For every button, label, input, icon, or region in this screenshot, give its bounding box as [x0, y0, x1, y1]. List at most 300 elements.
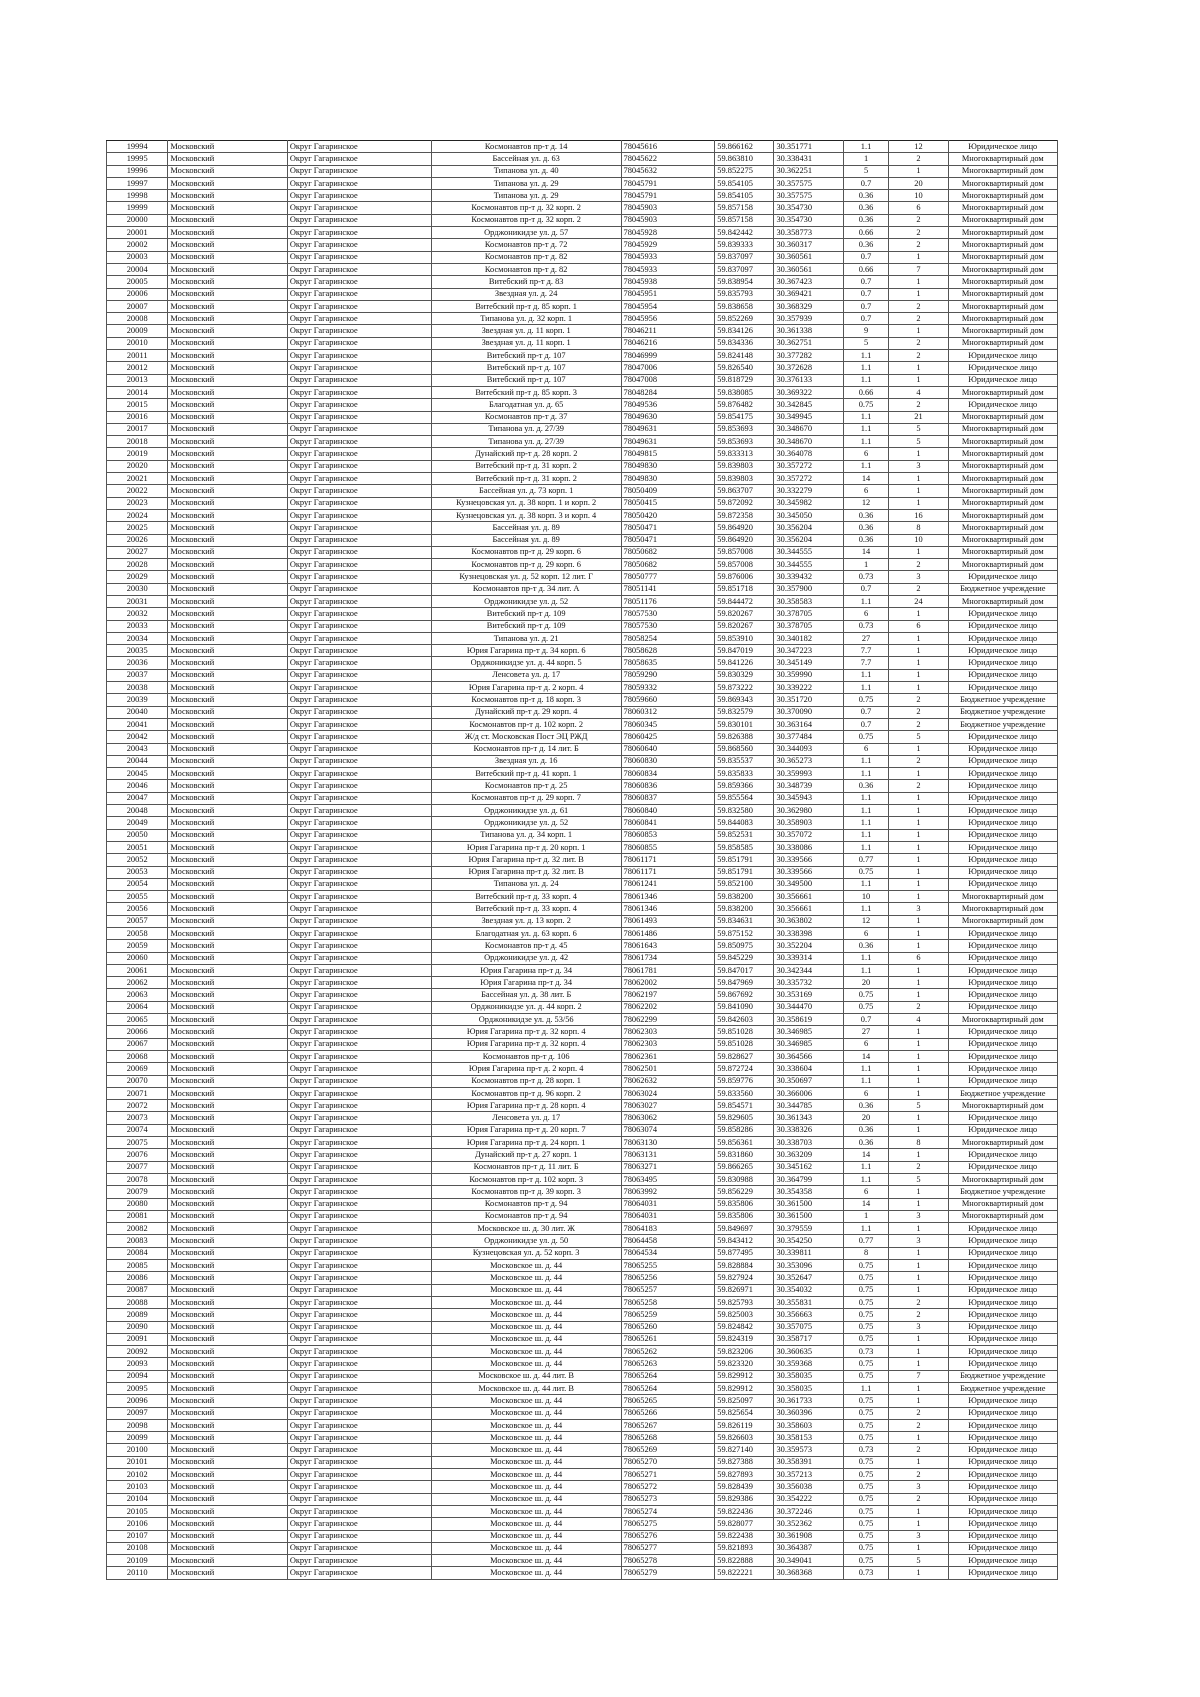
cell-municipality: Округ Гагаринское	[287, 841, 431, 853]
cell-area: 0.75	[843, 399, 889, 411]
cell-count: 1	[889, 977, 948, 989]
cell-area: 0.7	[843, 718, 889, 730]
cell-type: Многоквартирный дом	[948, 473, 1057, 485]
cell-id: 20017	[107, 423, 168, 435]
cell-type: Юридическое лицо	[948, 1161, 1057, 1173]
table-row	[107, 1456, 1058, 1468]
cell-municipality: Округ Гагаринское	[287, 1112, 431, 1124]
table-row	[107, 964, 1058, 976]
cell-count: 6	[889, 952, 948, 964]
cell-count: 2	[889, 153, 948, 165]
cell-id: 20086	[107, 1272, 168, 1284]
cell-lat: 59.859776	[715, 1075, 774, 1087]
table-row	[107, 1173, 1058, 1185]
cell-lat: 59.858585	[715, 841, 774, 853]
table-row	[107, 1407, 1058, 1419]
cell-count: 10	[889, 190, 948, 202]
cell-id: 20090	[107, 1321, 168, 1333]
cell-id: 20047	[107, 792, 168, 804]
cell-address: Космонавтов пр-т д. 14 лит. Б	[431, 743, 621, 755]
cell-area: 0.36	[843, 1124, 889, 1136]
cell-type: Многоквартирный дом	[948, 485, 1057, 497]
cell-code: 78048284	[621, 386, 715, 398]
cell-lon: 30.348670	[774, 436, 843, 448]
table-row	[107, 1432, 1058, 1444]
cell-address: Космонавтов пр-т д. 39 корп. 3	[431, 1186, 621, 1198]
cell-lat: 59.822888	[715, 1555, 774, 1567]
cell-district: Московский	[168, 362, 287, 374]
cell-lat: 59.828077	[715, 1518, 774, 1530]
cell-count: 1	[889, 325, 948, 337]
cell-count: 2	[889, 1296, 948, 1308]
cell-code: 78060837	[621, 792, 715, 804]
cell-lat: 59.849697	[715, 1223, 774, 1235]
cell-district: Московский	[168, 878, 287, 890]
cell-count: 2	[889, 559, 948, 571]
cell-district: Московский	[168, 571, 287, 583]
cell-type: Юридическое лицо	[948, 362, 1057, 374]
cell-code: 78058635	[621, 657, 715, 669]
cell-lat: 59.827893	[715, 1469, 774, 1481]
cell-area: 1.1	[843, 669, 889, 681]
cell-district: Московский	[168, 386, 287, 398]
cell-count: 1	[889, 1050, 948, 1062]
cell-address: Орджоникидзе ул. д. 53/56	[431, 1014, 621, 1026]
cell-id: 20043	[107, 743, 168, 755]
table-row	[107, 878, 1058, 890]
cell-municipality: Округ Гагаринское	[287, 1296, 431, 1308]
cell-area: 1.1	[843, 362, 889, 374]
cell-municipality: Округ Гагаринское	[287, 768, 431, 780]
cell-type: Юридическое лицо	[948, 1124, 1057, 1136]
cell-code: 78050471	[621, 522, 715, 534]
cell-municipality: Округ Гагаринское	[287, 436, 431, 448]
cell-lon: 30.377282	[774, 350, 843, 362]
cell-id: 20100	[107, 1444, 168, 1456]
cell-area: 0.75	[843, 1493, 889, 1505]
cell-lat: 59.851791	[715, 854, 774, 866]
cell-id: 20033	[107, 620, 168, 632]
table-row	[107, 841, 1058, 853]
cell-lat: 59.844472	[715, 595, 774, 607]
table-row	[107, 288, 1058, 300]
cell-area: 1.1	[843, 682, 889, 694]
cell-type: Юридическое лицо	[948, 1542, 1057, 1554]
cell-address: Космонавтов пр-т д. 94	[431, 1210, 621, 1222]
cell-district: Московский	[168, 153, 287, 165]
cell-lon: 30.344555	[774, 546, 843, 558]
cell-address: Дунайский пр-т д. 27 корп. 1	[431, 1149, 621, 1161]
cell-count: 3	[889, 571, 948, 583]
cell-code: 78060841	[621, 817, 715, 829]
cell-municipality: Округ Гагаринское	[287, 1198, 431, 1210]
cell-code: 78065262	[621, 1346, 715, 1358]
cell-id: 20020	[107, 460, 168, 472]
cell-district: Московский	[168, 374, 287, 386]
cell-count: 1	[889, 841, 948, 853]
cell-municipality: Округ Гагаринское	[287, 460, 431, 472]
cell-count: 2	[889, 1161, 948, 1173]
cell-count: 3	[889, 903, 948, 915]
cell-code: 78065257	[621, 1284, 715, 1296]
cell-district: Московский	[168, 300, 287, 312]
cell-lon: 30.363209	[774, 1149, 843, 1161]
cell-code: 78065264	[621, 1382, 715, 1394]
cell-count: 2	[889, 1469, 948, 1481]
cell-district: Московский	[168, 755, 287, 767]
cell-district: Московский	[168, 1530, 287, 1542]
cell-type: Юридическое лицо	[948, 1358, 1057, 1370]
cell-area: 0.7	[843, 706, 889, 718]
cell-lat: 59.859366	[715, 780, 774, 792]
cell-district: Московский	[168, 1346, 287, 1358]
cell-id: 20041	[107, 718, 168, 730]
cell-count: 1	[889, 1432, 948, 1444]
table-row	[107, 768, 1058, 780]
cell-address: Типанова ул. д. 29	[431, 190, 621, 202]
cell-district: Московский	[168, 1112, 287, 1124]
cell-district: Московский	[168, 854, 287, 866]
cell-code: 78065269	[621, 1444, 715, 1456]
cell-lon: 30.354730	[774, 202, 843, 214]
cell-type: Юридическое лицо	[948, 1223, 1057, 1235]
cell-district: Московский	[168, 1026, 287, 1038]
cell-lon: 30.342344	[774, 964, 843, 976]
cell-type: Многоквартирный дом	[948, 337, 1057, 349]
cell-code: 78057530	[621, 608, 715, 620]
table-row	[107, 1555, 1058, 1567]
cell-type: Бюджетное учреждение	[948, 1186, 1057, 1198]
cell-lon: 30.359990	[774, 669, 843, 681]
table-row	[107, 251, 1058, 263]
table-row	[107, 1272, 1058, 1284]
cell-type: Юридическое лицо	[948, 780, 1057, 792]
cell-district: Московский	[168, 1518, 287, 1530]
cell-type: Многоквартирный дом	[948, 534, 1057, 546]
table-row	[107, 829, 1058, 841]
cell-lon: 30.338431	[774, 153, 843, 165]
cell-type: Многоквартирный дом	[948, 903, 1057, 915]
cell-area: 0.75	[843, 1309, 889, 1321]
cell-district: Московский	[168, 940, 287, 952]
cell-area: 5	[843, 165, 889, 177]
cell-id: 19998	[107, 190, 168, 202]
cell-count: 10	[889, 534, 948, 546]
cell-municipality: Округ Гагаринское	[287, 1050, 431, 1062]
cell-type: Многоквартирный дом	[948, 595, 1057, 607]
cell-count: 8	[889, 522, 948, 534]
cell-code: 78049830	[621, 473, 715, 485]
cell-lon: 30.370090	[774, 706, 843, 718]
table-row	[107, 313, 1058, 325]
table-row	[107, 509, 1058, 521]
cell-area: 1.1	[843, 1223, 889, 1235]
cell-type: Юридическое лицо	[948, 792, 1057, 804]
cell-address: Юрия Гагарина пр-т д. 32 лит. В	[431, 854, 621, 866]
cell-lon: 30.358035	[774, 1370, 843, 1382]
cell-lon: 30.356661	[774, 903, 843, 915]
cell-type: Юридическое лицо	[948, 743, 1057, 755]
table-row	[107, 1087, 1058, 1099]
cell-municipality: Округ Гагаринское	[287, 423, 431, 435]
cell-code: 78065270	[621, 1456, 715, 1468]
cell-type: Многоквартирный дом	[948, 460, 1057, 472]
cell-lat: 59.853910	[715, 632, 774, 644]
table-row	[107, 227, 1058, 239]
table-row	[107, 1530, 1058, 1542]
cell-code: 78046999	[621, 350, 715, 362]
cell-area: 1	[843, 559, 889, 571]
cell-type: Многоквартирный дом	[948, 497, 1057, 509]
cell-count: 1	[889, 792, 948, 804]
cell-municipality: Округ Гагаринское	[287, 263, 431, 275]
cell-type: Юридическое лицо	[948, 1567, 1057, 1579]
cell-address: Благодатная ул. д. 63 корп. 6	[431, 928, 621, 940]
cell-count: 1	[889, 497, 948, 509]
table-row	[107, 1075, 1058, 1087]
cell-municipality: Округ Гагаринское	[287, 1087, 431, 1099]
cell-code: 78065278	[621, 1555, 715, 1567]
cell-district: Московский	[168, 903, 287, 915]
cell-count: 3	[889, 460, 948, 472]
cell-code: 78061734	[621, 952, 715, 964]
cell-district: Московский	[168, 1395, 287, 1407]
cell-district: Московский	[168, 657, 287, 669]
cell-municipality: Округ Гагаринское	[287, 645, 431, 657]
table-row	[107, 1260, 1058, 1272]
table-row	[107, 1063, 1058, 1075]
cell-address: Звездная ул. д. 11 корп. 1	[431, 337, 621, 349]
cell-count: 1	[889, 473, 948, 485]
cell-lat: 59.872724	[715, 1063, 774, 1075]
cell-count: 1	[889, 866, 948, 878]
cell-id: 20083	[107, 1235, 168, 1247]
cell-district: Московский	[168, 350, 287, 362]
cell-type: Юридическое лицо	[948, 1284, 1057, 1296]
table-row	[107, 792, 1058, 804]
cell-address: Орджоникидзе ул. д. 42	[431, 952, 621, 964]
cell-municipality: Округ Гагаринское	[287, 1235, 431, 1247]
cell-address: Юрия Гагарина пр-т д. 28 корп. 4	[431, 1100, 621, 1112]
cell-lon: 30.358717	[774, 1333, 843, 1345]
cell-address: Звездная ул. д. 13 корп. 2	[431, 915, 621, 927]
cell-type: Многоквартирный дом	[948, 436, 1057, 448]
cell-address: Витебский пр-т д. 107	[431, 362, 621, 374]
cell-municipality: Округ Гагаринское	[287, 1530, 431, 1542]
cell-address: Космонавтов пр-т д. 34 лит. А	[431, 583, 621, 595]
cell-code: 78065276	[621, 1530, 715, 1542]
cell-area: 0.7	[843, 583, 889, 595]
cell-address: Московское ш. д. 44	[431, 1309, 621, 1321]
cell-type: Многоквартирный дом	[948, 263, 1057, 275]
cell-area: 0.75	[843, 1419, 889, 1431]
cell-type: Юридическое лицо	[948, 1456, 1057, 1468]
cell-municipality: Округ Гагаринское	[287, 632, 431, 644]
cell-code: 78045616	[621, 141, 715, 153]
table-row	[107, 546, 1058, 558]
cell-count: 3	[889, 1481, 948, 1493]
cell-count: 1	[889, 448, 948, 460]
cell-district: Московский	[168, 977, 287, 989]
cell-address: Кузнецовская ул. д. 52 корп. 12 лит. Г	[431, 571, 621, 583]
cell-code: 78063130	[621, 1137, 715, 1149]
cell-lat: 59.838954	[715, 276, 774, 288]
cell-type: Многоквартирный дом	[948, 1014, 1057, 1026]
table-row	[107, 743, 1058, 755]
cell-code: 78046211	[621, 325, 715, 337]
cell-lon: 30.348670	[774, 423, 843, 435]
cell-district: Московский	[168, 632, 287, 644]
cell-lon: 30.365273	[774, 755, 843, 767]
cell-count: 1	[889, 1026, 948, 1038]
cell-lon: 30.357075	[774, 1321, 843, 1333]
cell-lat: 59.857158	[715, 214, 774, 226]
cell-type: Юридическое лицо	[948, 928, 1057, 940]
cell-count: 1	[889, 1075, 948, 1087]
cell-municipality: Округ Гагаринское	[287, 300, 431, 312]
cell-area: 1.1	[843, 1382, 889, 1394]
cell-code: 78061171	[621, 866, 715, 878]
cell-count: 2	[889, 718, 948, 730]
cell-code: 78061643	[621, 940, 715, 952]
cell-district: Московский	[168, 1505, 287, 1517]
cell-district: Московский	[168, 1186, 287, 1198]
cell-count: 2	[889, 706, 948, 718]
cell-lon: 30.345943	[774, 792, 843, 804]
table-row	[107, 657, 1058, 669]
cell-count: 2	[889, 313, 948, 325]
cell-district: Московский	[168, 177, 287, 189]
cell-code: 78064458	[621, 1235, 715, 1247]
cell-id: 20004	[107, 263, 168, 275]
cell-address: Московское ш. д. 44	[431, 1456, 621, 1468]
cell-type: Многоквартирный дом	[948, 1100, 1057, 1112]
cell-area: 0.75	[843, 1001, 889, 1013]
cell-municipality: Округ Гагаринское	[287, 780, 431, 792]
cell-address: Типанова ул. д. 29	[431, 177, 621, 189]
cell-lon: 30.338703	[774, 1137, 843, 1149]
cell-lon: 30.357900	[774, 583, 843, 595]
table-row	[107, 977, 1058, 989]
cell-municipality: Округ Гагаринское	[287, 1321, 431, 1333]
cell-address: Московское ш. д. 44	[431, 1272, 621, 1284]
table-row	[107, 1358, 1058, 1370]
cell-type: Юридическое лицо	[948, 1235, 1057, 1247]
cell-address: Московское ш. д. 44	[431, 1481, 621, 1493]
cell-municipality: Округ Гагаринское	[287, 583, 431, 595]
cell-area: 0.36	[843, 780, 889, 792]
cell-count: 1	[889, 964, 948, 976]
cell-code: 78049630	[621, 411, 715, 423]
cell-code: 78065277	[621, 1542, 715, 1554]
cell-municipality: Округ Гагаринское	[287, 952, 431, 964]
cell-count: 1	[889, 1247, 948, 1259]
cell-lon: 30.352362	[774, 1518, 843, 1530]
table-row	[107, 436, 1058, 448]
cell-address: Орджоникидзе ул. д. 44 корп. 2	[431, 1001, 621, 1013]
cell-id: 20103	[107, 1481, 168, 1493]
cell-district: Московский	[168, 866, 287, 878]
cell-code: 78058254	[621, 632, 715, 644]
cell-lon: 30.348739	[774, 780, 843, 792]
cell-lon: 30.361500	[774, 1198, 843, 1210]
cell-type: Юридическое лицо	[948, 1505, 1057, 1517]
cell-code: 78065273	[621, 1493, 715, 1505]
cell-area: 1.1	[843, 817, 889, 829]
table-row	[107, 903, 1058, 915]
cell-type: Многоквартирный дом	[948, 177, 1057, 189]
cell-district: Московский	[168, 682, 287, 694]
cell-municipality: Округ Гагаринское	[287, 1309, 431, 1321]
cell-code: 78050415	[621, 497, 715, 509]
cell-area: 0.73	[843, 1346, 889, 1358]
cell-lat: 59.877495	[715, 1247, 774, 1259]
cell-type: Юридическое лицо	[948, 755, 1057, 767]
cell-address: Космонавтов пр-т д. 29 корп. 7	[431, 792, 621, 804]
cell-municipality: Округ Гагаринское	[287, 362, 431, 374]
cell-area: 0.75	[843, 1296, 889, 1308]
cell-municipality: Округ Гагаринское	[287, 817, 431, 829]
cell-district: Московский	[168, 694, 287, 706]
cell-id: 20108	[107, 1542, 168, 1554]
cell-count: 5	[889, 1100, 948, 1112]
cell-municipality: Округ Гагаринское	[287, 608, 431, 620]
cell-lon: 30.358773	[774, 227, 843, 239]
cell-municipality: Округ Гагаринское	[287, 337, 431, 349]
cell-lon: 30.368368	[774, 1567, 843, 1579]
cell-code: 78045903	[621, 214, 715, 226]
cell-lat: 59.866265	[715, 1161, 774, 1173]
cell-district: Московский	[168, 522, 287, 534]
cell-area: 6	[843, 1087, 889, 1099]
cell-municipality: Округ Гагаринское	[287, 485, 431, 497]
cell-id: 20096	[107, 1395, 168, 1407]
table-row	[107, 448, 1058, 460]
cell-count: 5	[889, 436, 948, 448]
cell-municipality: Округ Гагаринское	[287, 915, 431, 927]
cell-district: Московский	[168, 829, 287, 841]
cell-count: 1	[889, 276, 948, 288]
cell-district: Московский	[168, 436, 287, 448]
table-row	[107, 1247, 1058, 1259]
cell-municipality: Округ Гагаринское	[287, 1063, 431, 1075]
cell-district: Московский	[168, 423, 287, 435]
cell-address: Юрия Гагарина пр-т д. 34	[431, 977, 621, 989]
table-row	[107, 1419, 1058, 1431]
cell-code: 78060853	[621, 829, 715, 841]
cell-address: Юрия Гагарина пр-т д. 2 корп. 4	[431, 682, 621, 694]
cell-count: 4	[889, 1014, 948, 1026]
cell-lon: 30.362251	[774, 165, 843, 177]
cell-lat: 59.823206	[715, 1346, 774, 1358]
cell-id: 20019	[107, 448, 168, 460]
cell-code: 78060345	[621, 718, 715, 730]
cell-id: 20059	[107, 940, 168, 952]
cell-lon: 30.351720	[774, 694, 843, 706]
cell-lon: 30.358603	[774, 1419, 843, 1431]
cell-address: Московское ш. д. 44	[431, 1395, 621, 1407]
cell-code: 78062197	[621, 989, 715, 1001]
cell-lat: 59.858286	[715, 1124, 774, 1136]
cell-address: Типанова ул. д. 27/39	[431, 436, 621, 448]
cell-count: 2	[889, 1493, 948, 1505]
cell-id: 20027	[107, 546, 168, 558]
cell-type: Бюджетное учреждение	[948, 694, 1057, 706]
cell-municipality: Округ Гагаринское	[287, 227, 431, 239]
table-row	[107, 1050, 1058, 1062]
cell-lat: 59.875152	[715, 928, 774, 940]
cell-code: 78065266	[621, 1407, 715, 1419]
